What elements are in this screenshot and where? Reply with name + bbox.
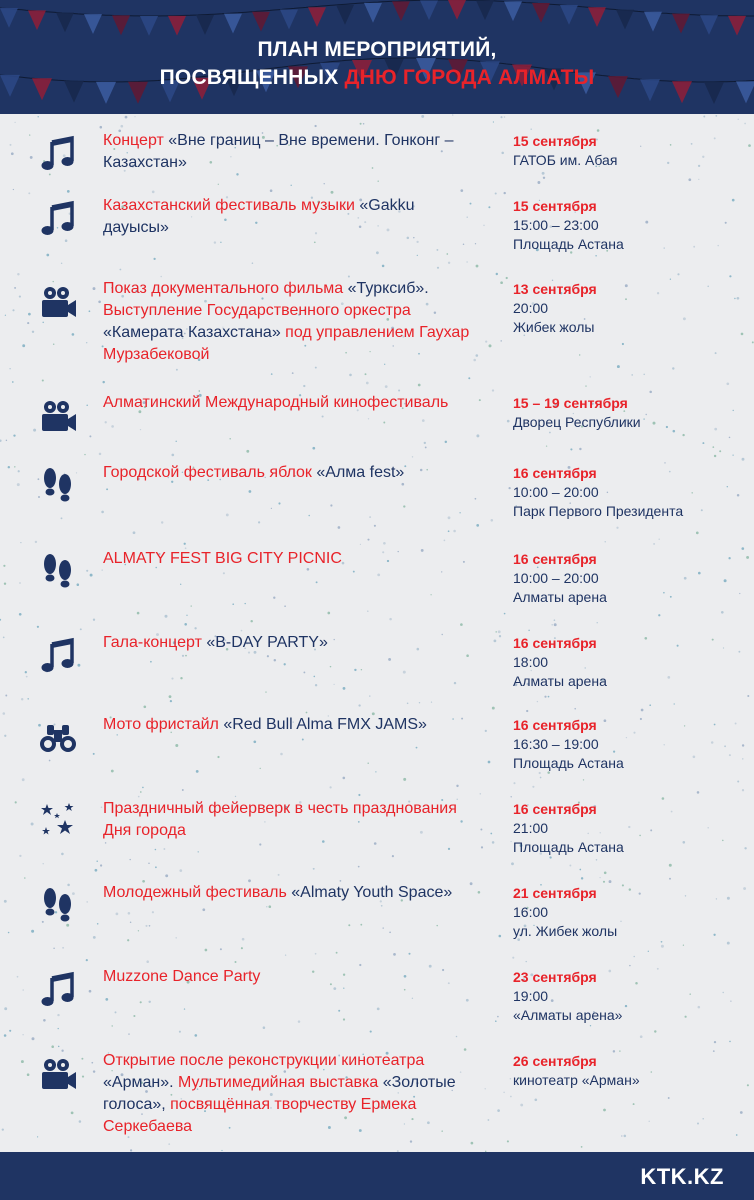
event-title-part: «Турксиб».	[347, 280, 429, 297]
binoculars-icon	[38, 718, 78, 758]
event-title	[103, 632, 473, 654]
event-date: 15 сентября	[513, 133, 597, 149]
event-title-part: под управлением Гаухар Мурзабековой	[103, 324, 470, 363]
event-title	[103, 714, 473, 736]
event-info	[513, 1052, 748, 1090]
event-title-part: Muzzone Dance Party	[103, 968, 261, 985]
film-camera-icon	[38, 1054, 78, 1094]
event-title-part: «Золотые голоса»,	[103, 1074, 456, 1113]
event-title-part: Выступление Государственного оркестра	[103, 302, 411, 319]
event-title-part: «Red Bull Alma FMX JAMS»	[223, 716, 427, 733]
event-title-part: Молодежный фестиваль	[103, 884, 292, 901]
title-accent: ДНЮ ГОРОДА АЛМАТЫ	[344, 66, 595, 89]
event-detail: ул. Жибек жолы	[513, 923, 618, 939]
event-detail: Жибек жолы	[513, 319, 595, 335]
event-info	[513, 132, 748, 170]
event-detail: 10:00 – 20:00	[513, 570, 599, 586]
event-detail: «Алматы арена»	[513, 1007, 623, 1023]
event-title	[103, 392, 473, 414]
event-title	[103, 130, 473, 174]
event-detail: Площадь Астана	[513, 755, 624, 771]
event-title-part: Мультимедийная выставка	[178, 1074, 383, 1091]
event-detail: Алматы арена	[513, 589, 607, 605]
title-line-2	[0, 64, 754, 92]
event-detail: 10:00 – 20:00	[513, 484, 599, 500]
event-info	[513, 550, 748, 607]
event-title	[103, 882, 473, 904]
title-line-1: ПЛАН МЕРОПРИЯТИЙ,	[257, 38, 497, 61]
event-title-part: Городской фестиваль яблок	[103, 464, 317, 481]
event-info	[513, 280, 748, 337]
ktk-logo: KTK.KZ	[640, 1164, 724, 1189]
stars-icon	[38, 800, 78, 840]
event-title-part: «Камерата Казахстана»	[103, 324, 286, 341]
event-detail: 19:00	[513, 988, 549, 1004]
event-title-part: Алматинский Международный кинофестиваль	[103, 394, 449, 411]
footprints-icon	[38, 886, 78, 926]
event-detail: Площадь Астана	[513, 839, 624, 855]
event-detail: 15:00 – 23:00	[513, 217, 599, 233]
event-date: 16 сентября	[513, 635, 597, 651]
event-detail: Алматы арена	[513, 673, 607, 689]
event-detail: 16:30 – 19:00	[513, 736, 599, 752]
event-detail: Дворец Республики	[513, 414, 641, 430]
music-note-icon	[38, 199, 78, 239]
event-title	[103, 462, 473, 484]
event-detail: Парк Первого Президента	[513, 503, 684, 519]
event-title-part: ALMATY FEST BIG CITY PICNIC	[103, 550, 342, 567]
event-title-part: «Арман».	[103, 1074, 178, 1091]
event-title	[103, 966, 473, 988]
event-detail: 21:00	[513, 820, 549, 836]
event-date: 16 сентября	[513, 551, 597, 567]
music-note-icon	[38, 134, 78, 174]
event-title-part: Показ документального фильма	[103, 280, 348, 297]
event-title	[103, 278, 473, 366]
film-camera-icon	[38, 396, 78, 436]
film-camera-icon	[38, 282, 78, 322]
event-title-part: «Алма fest»	[316, 464, 405, 481]
event-detail: кинотеатр «Арман»	[513, 1072, 640, 1088]
event-info	[513, 634, 748, 691]
header-banner	[0, 0, 754, 114]
footprints-icon	[38, 466, 78, 506]
event-date: 16 сентября	[513, 717, 597, 733]
event-info	[513, 968, 748, 1025]
event-title-part: «Вне границ – Вне времени. Гонконг – Казахстан»	[103, 132, 454, 171]
event-title-part: «Almaty Youth Space»	[291, 884, 453, 901]
title-prefix: ПОСВЯЩЕННЫХ	[159, 66, 345, 89]
page-title	[0, 36, 754, 92]
event-title-part: Гала-концерт	[103, 634, 207, 651]
event-title	[103, 1050, 473, 1138]
event-info	[513, 800, 748, 857]
event-title-part: Концерт	[103, 132, 169, 149]
event-detail: 18:00	[513, 654, 549, 670]
event-title	[103, 195, 473, 239]
event-date: 16 сентября	[513, 801, 597, 817]
event-date: 15 – 19 сентября	[513, 395, 628, 411]
event-detail: Площадь Астана	[513, 236, 624, 252]
event-info	[513, 394, 748, 432]
event-detail: 20:00	[513, 300, 549, 316]
event-detail: 16:00	[513, 904, 549, 920]
event-date: 26 сентября	[513, 1053, 597, 1069]
event-info	[513, 716, 748, 773]
event-date: 15 сентября	[513, 198, 597, 214]
event-detail: ГАТОБ им. Абая	[513, 152, 618, 168]
event-date: 21 сентября	[513, 885, 597, 901]
event-info	[513, 884, 748, 941]
footprints-icon	[38, 552, 78, 592]
event-info	[513, 197, 748, 254]
event-title-part: «B-DAY PARTY»	[206, 634, 328, 651]
event-info	[513, 464, 748, 521]
event-title-part: Праздничный фейерверк в честь празднования Дня города	[103, 800, 457, 839]
music-note-icon	[38, 970, 78, 1010]
event-title	[103, 548, 473, 570]
event-title-part: Открытие после реконструкции кинотеатра	[103, 1052, 425, 1069]
event-title-part: Казахстанский фестиваль музыки	[103, 197, 360, 214]
event-title-part: посвящённая творчеству Ермека Серкебаева	[103, 1096, 417, 1135]
event-date: 16 сентября	[513, 465, 597, 481]
event-date: 13 сентября	[513, 281, 597, 297]
event-date: 23 сентября	[513, 969, 597, 985]
footer-bar	[0, 1152, 754, 1200]
music-note-icon	[38, 636, 78, 676]
event-title-part: Мото фристайл	[103, 716, 224, 733]
event-title-part: «Gakku дауысы»	[103, 197, 415, 236]
event-title	[103, 798, 473, 842]
